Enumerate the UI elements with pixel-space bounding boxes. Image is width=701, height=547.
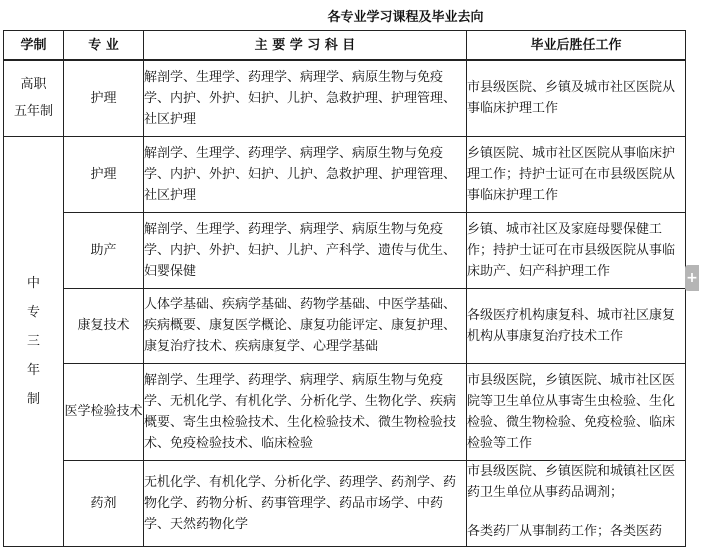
courses-cell: 解剖学、生理学、药理学、病理学、病原生物与免疫学、无机化学、有机化学、分析化学、生物化学、疾病概要、寄生虫检验技术、生化检验技术、微生物检验技术、免疫检验技术、临床检验 <box>144 363 467 460</box>
table-header-row <box>4 31 686 61</box>
category-gaozhi <box>4 60 64 136</box>
category-zhongzhuan <box>4 136 64 546</box>
jobs-line: 市县级医院、乡镇医院和城镇社区医药卫生单位从事药品调剂； <box>467 463 676 500</box>
major-cell: 助产 <box>64 212 144 288</box>
category-char: 三 <box>26 333 40 349</box>
table-row <box>4 288 686 363</box>
header-category: 学制 <box>4 31 64 61</box>
courses-cell: 无机化学、有机化学、分析化学、药理学、药剂学、药物化学、药物分析、药事管理学、药品市场学、中药学、天然药物化学 <box>144 460 467 546</box>
table-row <box>4 460 686 546</box>
jobs-cell: 乡镇、城市社区及家庭母婴保健工作；持护士证可在市县级医院从事临床助产、妇产科护理工作 <box>467 212 686 288</box>
major-cell: 药剂 <box>64 460 144 546</box>
category-char: 年 <box>26 362 40 378</box>
jobs-cell: 市县级医院，乡镇医院、城市社区医院等卫生单位从事寄生虫检验、生化检验、微生物检验、免疫检验、临床检验等工作 <box>467 363 686 460</box>
jobs-cell: 各级医疗机构康复科、城市社区康复机构从事康复治疗技术工作 <box>467 288 686 363</box>
page-title: 各专业学习课程及毕业去向 <box>327 10 484 25</box>
header-courses: 主 要 学 习 科 目 <box>144 31 467 61</box>
table-row <box>4 136 686 212</box>
jobs-cell <box>467 460 686 546</box>
courses-cell: 人体学基础、疾病学基础、药物学基础、中医学基础、疾病概要、康复医学概论、康复功能评定、康复护理、康复治疗技术、疾病康复学、心理学基础 <box>144 288 467 363</box>
header-major: 专 业 <box>64 31 144 61</box>
table-row <box>4 60 686 136</box>
category-char: 制 <box>26 391 40 407</box>
category-char: 中 <box>26 275 40 291</box>
header-jobs: 毕业后胜任工作 <box>467 31 686 61</box>
major-cell: 医学检验技术 <box>64 363 144 460</box>
curriculum-table <box>3 30 686 547</box>
major-cell: 护理 <box>64 136 144 212</box>
major-cell: 康复技术 <box>64 288 144 363</box>
jobs-cell: 市县级医院、乡镇及城市社区医院从事临床护理工作 <box>467 60 686 136</box>
category-gaozhi-line1: 高职 <box>20 77 47 93</box>
table-row <box>4 363 686 460</box>
expand-side-tab[interactable]: + <box>685 265 699 291</box>
major-cell: 护理 <box>64 60 144 136</box>
table-row <box>4 212 686 288</box>
courses-cell: 解剖学、生理学、药理学、病理学、病原生物与免疫学、内护、外护、妇护、儿护、产科学、遗传与优生、妇婴保健 <box>144 212 467 288</box>
courses-cell: 解剖学、生理学、药理学、病理学、病原生物与免疫学、内护、外护、妇护、儿护、急救护理、护理管理、社区护理 <box>144 60 467 136</box>
jobs-cell: 乡镇医院、城市社区医院从事临床护理工作；持护士证可在市县级医院从事临床护理工作 <box>467 136 686 212</box>
jobs-line: 各类药厂从事制药工作；各类医药 <box>467 523 663 539</box>
category-gaozhi-line2: 五年制 <box>13 104 53 120</box>
category-char: 专 <box>26 304 40 320</box>
courses-cell: 解剖学、生理学、药理学、病理学、病原生物与免疫学、内护、外护、妇护、儿护、急救护理、护理管理、社区护理 <box>144 136 467 212</box>
